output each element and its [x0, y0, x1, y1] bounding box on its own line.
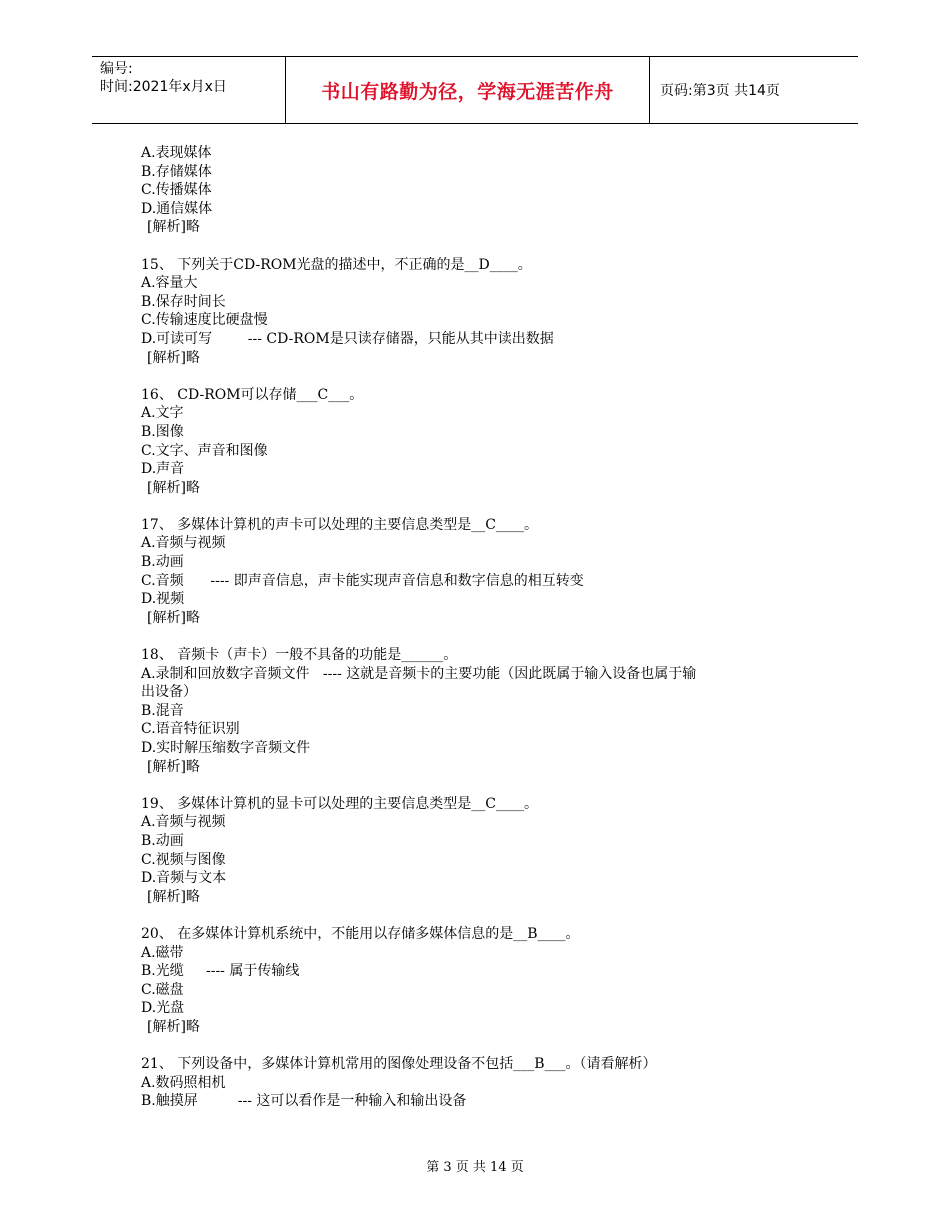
question-line: A.容量大 — [141, 275, 198, 292]
question-line: 出设备） — [141, 684, 197, 701]
time-label: 时间:2021年x月x日 — [100, 79, 227, 95]
question-line: B.存储媒体 — [141, 163, 212, 180]
question-stem: 18、 音频卡（声卡）一般不具备的功能是______。 — [141, 647, 458, 664]
question-stem: 21、 下列设备中，多媒体计算机常用的图像处理设备不包括___B___。（请看解析） — [141, 1056, 657, 1073]
analysis-note: [解析]略 — [147, 609, 200, 626]
question-line: B.保存时间长 — [141, 293, 226, 310]
question-block — [141, 144, 821, 237]
question-stem: 15、 下列关于CD-ROM光盘的描述中，不正确的是__D____。 — [141, 256, 532, 273]
question-line: D.实时解压缩数字音频文件 — [141, 740, 311, 756]
question-line: D.光盘 — [141, 1000, 185, 1017]
question-line: A.音频与视频 — [141, 814, 226, 831]
analysis-note: [解析]略 — [147, 349, 200, 366]
question-block — [141, 256, 821, 368]
question-line: B.动画 — [141, 832, 184, 849]
page-footer: 第 3 页 共 14 页 — [426, 1160, 524, 1175]
question-line: C.传播媒体 — [141, 182, 212, 199]
question-line: A.录制和回放数字音频文件 ---- 这就是音频卡的主要功能（因此既属于输入设备也属于输 — [141, 665, 697, 682]
header-page-info: 页码:第3页 共14页 — [660, 83, 780, 99]
question-block — [141, 925, 821, 1037]
analysis-note: [解析]略 — [147, 479, 200, 496]
question-line: C.传输速度比硬盘慢 — [141, 312, 268, 329]
question-line: B.动画 — [141, 554, 184, 571]
question-block — [141, 646, 821, 776]
header-meta — [92, 57, 286, 123]
document-body — [141, 144, 821, 1111]
question-line: C.文字、声音和图像 — [141, 442, 268, 459]
question-line: D.通信媒体 — [141, 200, 213, 217]
question-stem: 19、 多媒体计算机的显卡可以处理的主要信息类型是__C____。 — [141, 795, 538, 812]
question-line: A.文字 — [141, 405, 184, 422]
question-line: A.数码照相机 — [141, 1074, 226, 1091]
question-line: C.视频与图像 — [141, 851, 226, 868]
question-line: C.磁盘 — [141, 981, 184, 998]
question-line: B.触摸屏 --- 这可以看作是一种输入和输出设备 — [141, 1093, 467, 1110]
page-header — [92, 56, 858, 124]
question-line: A.表现媒体 — [141, 145, 212, 161]
question-line: D.音频与文本 — [141, 870, 227, 887]
question-line: A.音频与视频 — [141, 535, 226, 552]
question-line: D.可读可写 --- CD-ROM是只读存储器，只能从其中读出数据 — [141, 330, 554, 347]
question-stem: 20、 在多媒体计算机系统中，不能用以存储多媒体信息的是__B____。 — [141, 925, 580, 942]
analysis-note: [解析]略 — [147, 1018, 200, 1035]
question-stem: 17、 多媒体计算机的声卡可以处理的主要信息类型是__C____。 — [141, 516, 538, 533]
question-line: B.光缆 ---- 属于传输线 — [141, 963, 300, 980]
question-line: B.图像 — [141, 423, 184, 440]
question-line: C.语音特征识别 — [141, 721, 240, 738]
header-motto: 书山有路勤为径，学海无涯苦作舟 — [286, 57, 650, 123]
question-line: B.混音 — [141, 702, 184, 719]
analysis-note: [解析]略 — [147, 888, 200, 905]
question-block — [141, 516, 821, 628]
question-line: D.视频 — [141, 591, 185, 608]
question-line: D.声音 — [141, 461, 185, 478]
question-line: A.磁带 — [141, 944, 184, 961]
question-block — [141, 386, 821, 498]
question-stem: 16、 CD-ROM可以存储___C___。 — [141, 386, 364, 403]
question-block — [141, 795, 821, 907]
question-block — [141, 1055, 821, 1111]
question-line: C.音频 ---- 即声音信息，声卡能实现声音信息和数字信息的相互转变 — [141, 572, 584, 589]
analysis-note: [解析]略 — [147, 758, 200, 775]
number-label: 编号: — [100, 61, 133, 77]
analysis-note: [解析]略 — [147, 219, 200, 236]
